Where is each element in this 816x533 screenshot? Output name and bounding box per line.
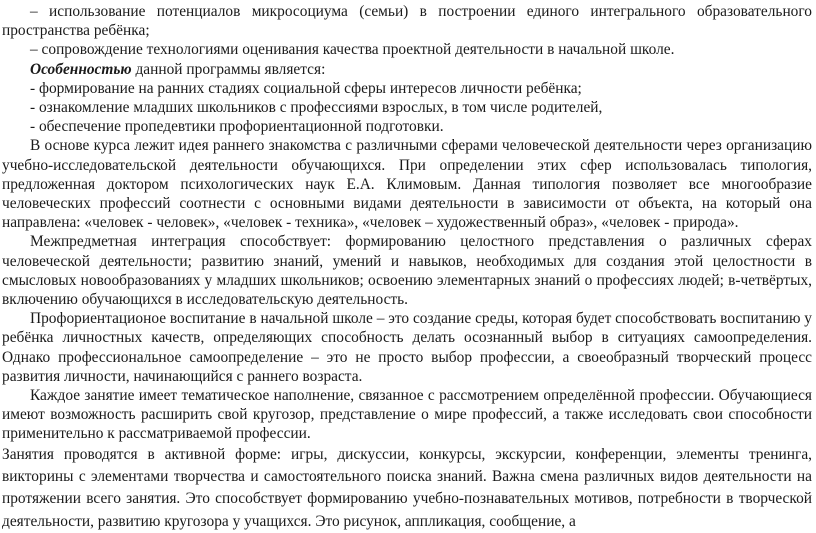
item-assessment-technologies: – сопровождение технологиями оценивания качества проектной деятельности в начальной школе. <box>30 41 675 59</box>
features-heading <box>2 60 812 79</box>
features-heading-rest: данной программы является: <box>131 60 326 78</box>
paragraph-each-lesson: Каждое занятие имеет тематическое наполнение, связанное с рассмотрением определённой профессии. Обучающиеся имеют возможность расширить свой кругозор, представление о мире профессий, а также исследовать свои способности применительно к рассматриваемой профессии. <box>2 387 812 443</box>
features-label: Особенностью <box>30 60 132 78</box>
paragraph-course-idea: В основе курса лежит идея раннего знакомства с различными сферами человеческой деятельности через организацию учебно-исследовательской деятельности обучающихся. При определении этих сфер использовалась типология, предложенная доктором психологических наук Е.А. Климовым. Данная типология позволяет все многообразие человеческих профессий соотнести с основными видами деятельности в зависимости от объекта, на который она направлена: «человек - человек», «человек - техника», «человек – художественный образ», «человек - природа». <box>2 137 812 232</box>
paragraph-integration: Межпредметная интеграция способствует: формированию целостного представления о различных сферах человеческой деятельности; развитию знаний, умений и навыков, необходимых для создания этой целостности в смысловых новообразованиях у младших школьников; освоению элементарных знаний о профессиях людей; в-четвёртых, включению обучающихся в исследовательскую деятельность. <box>2 233 812 309</box>
paragraph-career-education: Профориентационое воспитание в начальной школе – это создание среды, которая будет способствовать воспитанию у ребёнка личностных качеств, определяющих способность делать осознанный выбор в ситуациях самоопределения. Однако профессиональное самоопределение – это не просто выбор профессии, а своеобразный творческий процесс развития личности, начинающийся с раннего возраста. <box>2 310 812 385</box>
feature-item-propaedeutics: - обеспечение пропедевтики профориентационной подготовки. <box>30 118 444 136</box>
item-microsociety: – использование потенциалов микросоциума (семьи) в построении единого интегрального образовательного пространства ребёнка; <box>2 3 812 40</box>
paragraph-active-form: Занятия проводятся в активной форме: игры, дискуссии, конкурсы, экскурсии, конференции, элементы тренинга, викторины с элементами творчества и самостоятельного поиска знаний. Важна смена различных видов деятельности на протяжении всего занятия. Это способствует формированию учебно-познавательных мотивов, потребности в творческой деятельности, развитию кругозора у учащихся. Это рисунок, аппликация, сообщение, а <box>2 445 812 530</box>
feature-item-professions: - ознакомление младших школьников с профессиями взрослых, в том числе родителей, <box>30 99 603 117</box>
feature-item-social-sphere: - формирование на ранних стадиях социальной сферы интересов личности ребёнка; <box>30 79 582 97</box>
